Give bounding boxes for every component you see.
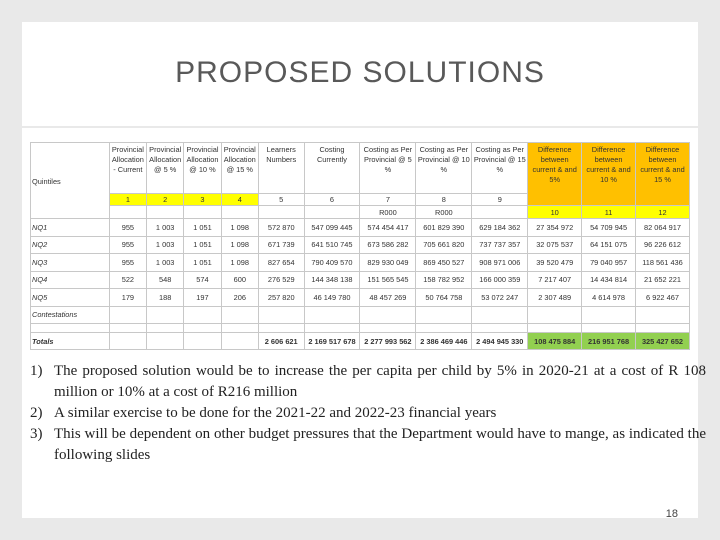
table-row bbox=[31, 254, 690, 272]
unit-label: R000 bbox=[360, 206, 416, 219]
header-cell: Costing as Per Provincial @ 15 % bbox=[472, 143, 528, 194]
table-cell: 673 586 282 bbox=[360, 236, 416, 254]
header-cell: Learners Numbers bbox=[258, 143, 304, 194]
header-row bbox=[31, 143, 690, 194]
table-cell: 53 072 247 bbox=[472, 289, 528, 307]
table-cell: 1 051 bbox=[184, 219, 221, 237]
table-cell: 1 003 bbox=[147, 219, 184, 237]
table-cell: 955 bbox=[109, 219, 146, 237]
table-cell: 601 829 390 bbox=[416, 219, 472, 237]
column-number: 7 bbox=[360, 194, 416, 206]
column-number: 6 bbox=[304, 194, 360, 206]
title-box bbox=[22, 22, 698, 126]
table-cell: 39 520 479 bbox=[528, 254, 582, 272]
table-cell: 179 bbox=[109, 289, 146, 307]
table-cell: 641 510 745 bbox=[304, 236, 360, 254]
table-cell: 2 307 489 bbox=[528, 289, 582, 307]
table-cell: 64 151 075 bbox=[582, 236, 636, 254]
point-text: The proposed solution would be to increase the per capita per child by 5% in 2020-21 at a cost of R 108 million or 10% at a cost of R216 million bbox=[54, 363, 706, 400]
table-cell: 50 764 758 bbox=[416, 289, 472, 307]
table-cell: 1 051 bbox=[184, 254, 221, 272]
table-row-contestations bbox=[31, 306, 690, 324]
row-label: NQ5 bbox=[31, 289, 110, 307]
page-number: 18 bbox=[665, 508, 678, 520]
table-cell: 4 614 978 bbox=[582, 289, 636, 307]
point-item bbox=[30, 403, 706, 424]
table-cell: 7 217 407 bbox=[528, 271, 582, 289]
table-cell: 548 bbox=[147, 271, 184, 289]
column-number: 5 bbox=[258, 194, 304, 206]
table-cell: 629 184 362 bbox=[472, 219, 528, 237]
column-number: 11 bbox=[582, 206, 636, 219]
point-text: A similar exercise to be done for the 2021-22 and 2022-23 financial years bbox=[54, 405, 497, 421]
column-number: 4 bbox=[221, 194, 258, 206]
unit-label: R000 bbox=[416, 206, 472, 219]
table-cell: 118 561 436 bbox=[636, 254, 690, 272]
row-label: NQ4 bbox=[31, 271, 110, 289]
header-cell-diff: Difference between current & and 5% bbox=[528, 143, 582, 206]
table-cell: 829 930 049 bbox=[360, 254, 416, 272]
table-row bbox=[31, 289, 690, 307]
table-cell: 1 051 bbox=[184, 236, 221, 254]
point-number: 1) bbox=[30, 363, 43, 379]
spacer-row bbox=[31, 324, 690, 333]
table-cell: 955 bbox=[109, 254, 146, 272]
table-cell: 32 075 537 bbox=[528, 236, 582, 254]
header-cell-diff: Difference between current & and 10 % bbox=[582, 143, 636, 206]
table-cell: 908 971 006 bbox=[472, 254, 528, 272]
header-cell: Provincial Allocation @ 5 % bbox=[147, 143, 184, 194]
table-cell: 82 064 917 bbox=[636, 219, 690, 237]
table-cell: 600 bbox=[221, 271, 258, 289]
point-number: 3) bbox=[30, 426, 43, 442]
header-cell: Costing as Per Provincial @ 10 % bbox=[416, 143, 472, 194]
point-number: 2) bbox=[30, 405, 43, 421]
table-cell: 6 922 467 bbox=[636, 289, 690, 307]
header-cell: Costing Currently bbox=[304, 143, 360, 194]
table-cell: 27 354 972 bbox=[528, 219, 582, 237]
row-label: NQ1 bbox=[31, 219, 110, 237]
allocation-table bbox=[30, 142, 690, 350]
totals-label: Totals bbox=[31, 333, 110, 350]
point-item bbox=[30, 361, 706, 403]
column-number: 8 bbox=[416, 194, 472, 206]
total-cell-highlight: 108 475 884 bbox=[528, 333, 582, 350]
table-row bbox=[31, 236, 690, 254]
table-row bbox=[31, 271, 690, 289]
totals-row bbox=[31, 333, 690, 350]
unit-row bbox=[31, 206, 690, 219]
table-cell: 206 bbox=[221, 289, 258, 307]
table-cell: 790 409 570 bbox=[304, 254, 360, 272]
total-cell: 2 494 945 330 bbox=[472, 333, 528, 350]
column-number: 9 bbox=[472, 194, 528, 206]
table-cell: 574 bbox=[184, 271, 221, 289]
total-cell: 2 277 993 562 bbox=[360, 333, 416, 350]
table-cell: 257 820 bbox=[258, 289, 304, 307]
table-cell: 1 098 bbox=[221, 236, 258, 254]
column-number: 12 bbox=[636, 206, 690, 219]
header-cell: Provincial Allocation @ 10 % bbox=[184, 143, 221, 194]
table-cell: 574 454 417 bbox=[360, 219, 416, 237]
header-cell-diff: Difference between current & and 15 % bbox=[636, 143, 690, 206]
row-label: Contestations bbox=[31, 306, 110, 324]
table-cell: 1 003 bbox=[147, 254, 184, 272]
row-label: NQ2 bbox=[31, 236, 110, 254]
bullet-points bbox=[30, 361, 706, 466]
table-cell: 79 040 957 bbox=[582, 254, 636, 272]
point-item bbox=[30, 424, 706, 466]
point-text: This will be dependent on other budget pressures that the Department would have to mange, as indicated the following slides bbox=[54, 426, 706, 463]
table-cell: 48 457 269 bbox=[360, 289, 416, 307]
table-cell: 144 348 138 bbox=[304, 271, 360, 289]
row-label: NQ3 bbox=[31, 254, 110, 272]
table-cell: 572 870 bbox=[258, 219, 304, 237]
table-cell: 21 652 221 bbox=[636, 271, 690, 289]
table-cell: 46 149 780 bbox=[304, 289, 360, 307]
table-cell: 827 654 bbox=[258, 254, 304, 272]
total-cell: 2 169 517 678 bbox=[304, 333, 360, 350]
table-cell: 737 737 357 bbox=[472, 236, 528, 254]
table-cell: 197 bbox=[184, 289, 221, 307]
table-cell: 1 098 bbox=[221, 254, 258, 272]
table-cell: 166 000 359 bbox=[472, 271, 528, 289]
column-number: 1 bbox=[109, 194, 146, 206]
total-cell-highlight: 216 951 768 bbox=[582, 333, 636, 350]
table-cell: 54 709 945 bbox=[582, 219, 636, 237]
table-row bbox=[31, 219, 690, 237]
slide-title: PROPOSED SOLUTIONS bbox=[175, 56, 545, 89]
header-cell: Provincial Allocation - Current bbox=[109, 143, 146, 194]
table-cell: 14 434 814 bbox=[582, 271, 636, 289]
table-cell: 1 098 bbox=[221, 219, 258, 237]
total-cell: 2 386 469 446 bbox=[416, 333, 472, 350]
column-number: 2 bbox=[147, 194, 184, 206]
table-cell: 869 450 527 bbox=[416, 254, 472, 272]
column-number: 10 bbox=[528, 206, 582, 219]
table-cell: 547 099 445 bbox=[304, 219, 360, 237]
table-cell: 96 226 612 bbox=[636, 236, 690, 254]
table-cell: 188 bbox=[147, 289, 184, 307]
table-cell: 151 565 545 bbox=[360, 271, 416, 289]
header-cell: Costing as Per Provincial @ 5 % bbox=[360, 143, 416, 194]
table-cell: 276 529 bbox=[258, 271, 304, 289]
header-quintiles: Quintiles bbox=[31, 143, 110, 219]
table-cell: 522 bbox=[109, 271, 146, 289]
total-cell: 2 606 621 bbox=[258, 333, 304, 350]
table-cell: 955 bbox=[109, 236, 146, 254]
table-cell: 671 739 bbox=[258, 236, 304, 254]
total-cell-highlight: 325 427 652 bbox=[636, 333, 690, 350]
table-cell: 158 782 952 bbox=[416, 271, 472, 289]
header-cell: Provincial Allocation @ 15 % bbox=[221, 143, 258, 194]
column-number: 3 bbox=[184, 194, 221, 206]
table-cell: 705 661 820 bbox=[416, 236, 472, 254]
table-cell: 1 003 bbox=[147, 236, 184, 254]
